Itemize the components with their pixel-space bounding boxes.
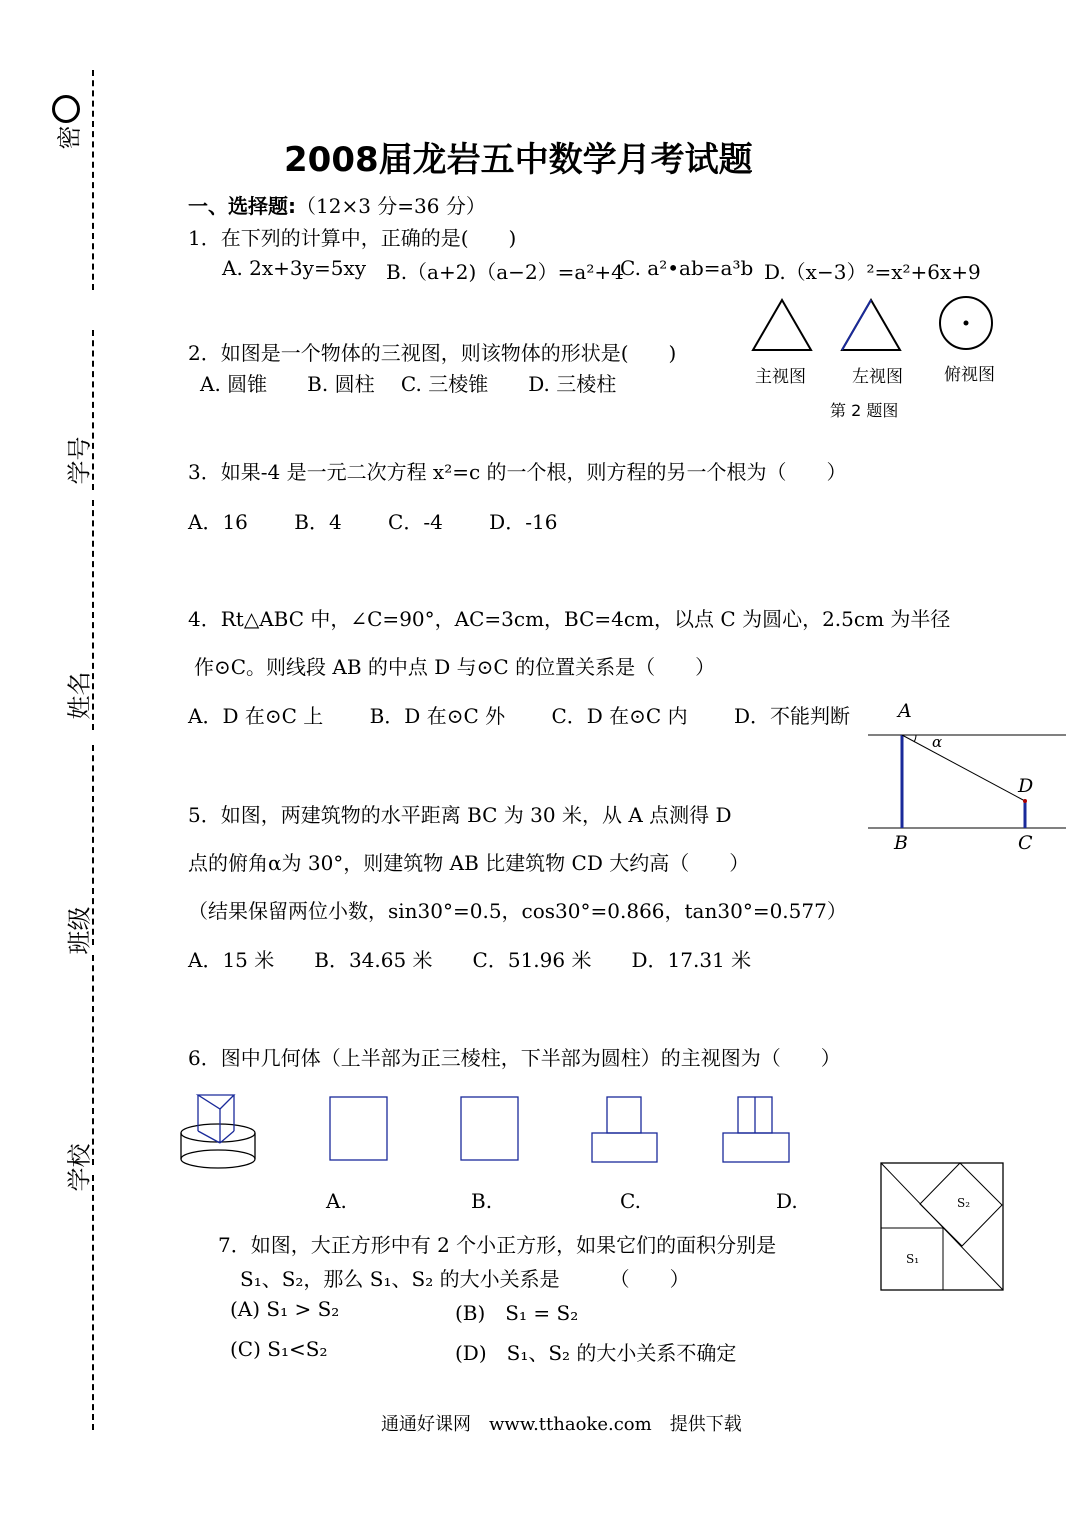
solid-figure — [178, 1085, 268, 1170]
q1-stem: 1．在下列的计算中，正确的是( ) — [188, 226, 517, 250]
left-view-triangle — [842, 300, 900, 350]
student-number-label: 学号 — [65, 436, 94, 485]
section-title: 一、选择题: — [188, 194, 296, 218]
q4-stem-line2: 作⊙C。则线段 AB 的中点 D 与⊙C 的位置关系是（ ） — [194, 655, 716, 679]
q6-stem: 6．图中几何体（上半部为正三棱柱，下半部为圆柱）的主视图为（ ） — [188, 1046, 841, 1070]
q5-stem-line1: 5．如图，两建筑物的水平距离 BC 为 30 米，从 A 点测得 D — [188, 803, 732, 827]
binding-line — [92, 955, 94, 1165]
sight-line-ad — [902, 735, 1025, 801]
q1-option-b: B.（a+2)（a−2）=a²+4 — [386, 260, 624, 284]
q3-stem: 3．如果-4 是一元二次方程 x²=c 的一个根，则方程的另一个根为（ ） — [188, 460, 847, 484]
three-views-figure — [750, 296, 1010, 356]
point-d-label: D — [1018, 775, 1034, 797]
section-score: （12×3 分=36 分） — [296, 194, 486, 218]
binding-line — [92, 1175, 94, 1430]
q7-option-a: (A) S₁ > S₂ — [230, 1297, 340, 1321]
q7-option-d: (D) S₁、S₂ 的大小关系不确定 — [455, 1341, 737, 1365]
q1-option-c: C. a²•ab=a³b — [620, 256, 754, 280]
q6-option-b-label: B. — [471, 1189, 493, 1213]
page-title: 2008届龙岩五中数学月考试题 — [284, 140, 753, 180]
section-heading — [188, 190, 486, 219]
front-view-triangle — [753, 300, 811, 350]
seal-label: 密 — [55, 125, 84, 150]
q6-option-c-label: C. — [620, 1189, 641, 1213]
option-b-figure — [460, 1096, 520, 1162]
s2-label: S₂ — [957, 1196, 971, 1210]
option-a-figure — [329, 1096, 389, 1162]
school-label: 学校 — [65, 1143, 94, 1192]
s1-label: S₁ — [906, 1252, 920, 1266]
point-b-label: B — [894, 832, 908, 854]
q5-stem-line3: （结果保留两位小数，sin30°=0.5，cos30°=0.866，tan30°=0.577） — [188, 899, 847, 923]
point-a-label: A — [898, 700, 912, 722]
angle-alpha-label: α — [932, 733, 943, 751]
q1-option-a: A. 2x+3y=5xy — [222, 256, 367, 280]
q3-options: A．16 B．4 C．-4 D．-16 — [188, 510, 558, 534]
left-view-label: 左视图 — [852, 367, 903, 387]
front-view-label: 主视图 — [755, 367, 806, 387]
q7-option-c: (C) S₁<S₂ — [230, 1337, 328, 1361]
top-view-label: 俯视图 — [944, 365, 995, 385]
q6-option-d-label: D. — [776, 1189, 798, 1213]
binding-line — [92, 70, 94, 290]
q2-stem: 2．如图是一个物体的三视图，则该物体的形状是( ) — [188, 341, 677, 365]
q2-figure-caption: 第 2 题图 — [830, 401, 899, 420]
q5-stem-line2: 点的俯角α为 30°，则建筑物 AB 比建筑物 CD 大约高（ ） — [188, 851, 750, 875]
squares-figure — [880, 1162, 1006, 1292]
page-footer: 通通好课网 www.tthaoke.com 提供下载 — [381, 1414, 742, 1435]
q4-stem-line1: 4．Rt△ABC 中，∠C=90°，AC=3cm，BC=4cm，以点 C 为圆心，2.5cm 为半径 — [188, 607, 951, 631]
option-d-figure — [722, 1096, 792, 1164]
point-c-label: C — [1018, 832, 1033, 854]
class-label: 班级 — [65, 906, 94, 955]
q5-options: A．15 米 B．34.65 米 C．51.96 米 D．17.31 米 — [188, 948, 752, 972]
q6-option-a-label: A. — [326, 1189, 347, 1213]
q7-option-b: (B) S₁ = S₂ — [455, 1301, 579, 1325]
option-c-figure — [591, 1096, 659, 1164]
name-label: 姓名 — [65, 671, 94, 720]
q7-stem-line2: S₁、S₂，那么 S₁、S₂ 的大小关系是 （ ） — [240, 1267, 690, 1291]
q2-options: A. 圆锥 B. 圆柱 C. 三棱锥 D. 三棱柱 — [200, 372, 617, 396]
q4-options: A．D 在⊙C 上 B．D 在⊙C 外 C．D 在⊙C 内 D．不能判断 — [188, 704, 850, 728]
q7-stem-line1: 7．如图，大正方形中有 2 个小正方形，如果它们的面积分别是 — [218, 1233, 777, 1257]
q1-option-d: D.（x−3）²=x²+6x+9 — [764, 260, 981, 284]
